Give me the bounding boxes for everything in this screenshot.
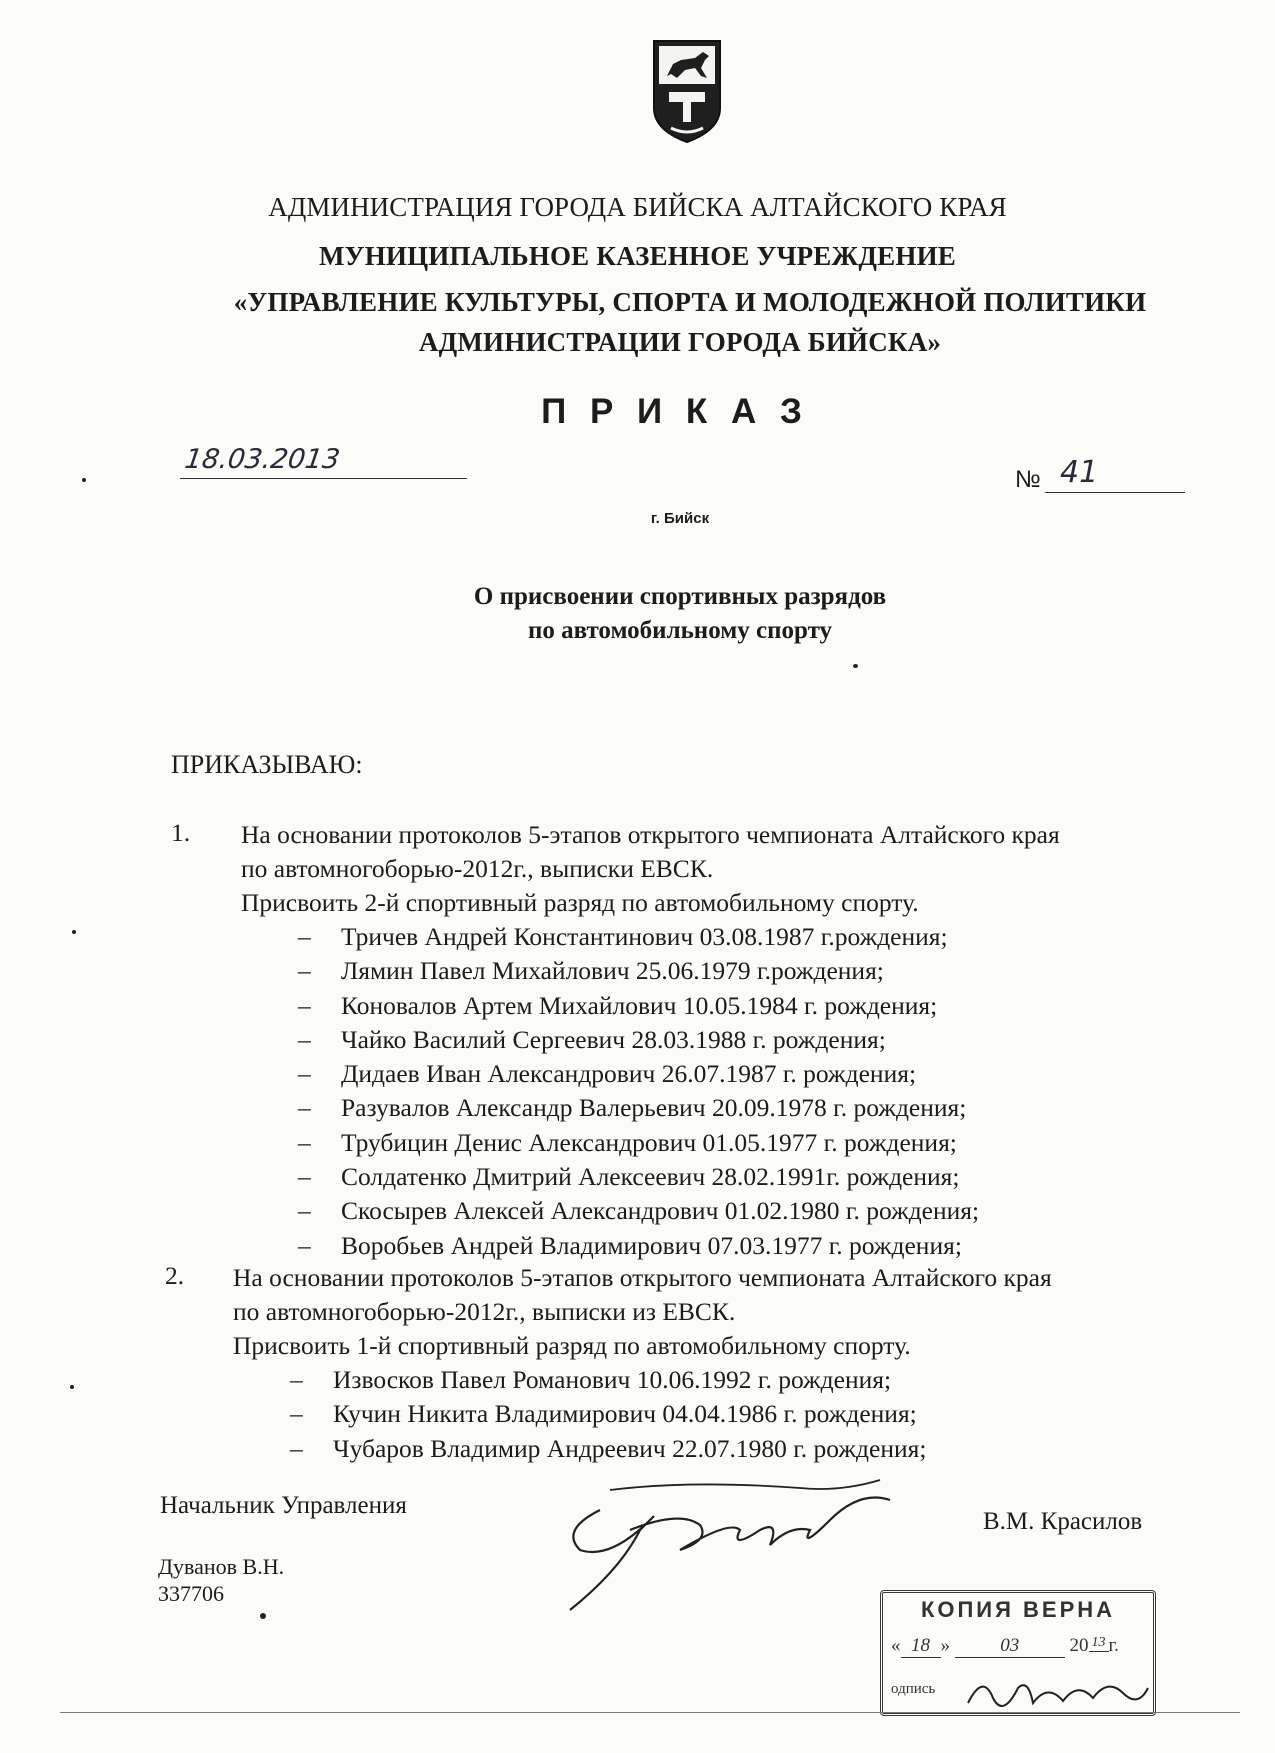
item-2-assign: Присвоить 1-й спортивный разряд по автомобильному спорту. [233,1331,911,1360]
item-2-people-list [290,1363,926,1466]
certified-copy-stamp [880,1590,1156,1716]
executor-name: Дуванов В.Н. [158,1554,285,1579]
scan-speck [70,1385,74,1389]
handwritten-date: 18.03.2013 [182,444,342,475]
orders-label: ПРИКАЗЫВАЮ: [171,750,363,779]
signer-name: В.М. Красилов [983,1508,1143,1535]
signer-position: Начальник Управления [160,1492,407,1519]
list-item: – Трубицин Денис Александрович 01.05.1977 г. рождения; [298,1126,979,1160]
list-item: – Коновалов Артем Михайлович 10.05.1984 г. рождения; [298,989,979,1023]
institution-line-2: «УПРАВЛЕНИЕ КУЛЬТУРЫ, СПОРТА И МОЛОДЕЖНОЙ ПОЛИТИКИ [233,287,1147,317]
subject-line-2: по автомобильному спорту [527,617,833,644]
stamp-month: 03 [955,1635,1065,1658]
scan-speck [82,478,86,482]
handwritten-number: 41 [1060,455,1099,490]
stamp-year-unit: г. [1108,1635,1119,1656]
number-underline [1045,492,1185,493]
institution-line-1: МУНИЦИПАЛЬНОЕ КАЗЕННОЕ УЧРЕЖДЕНИЕ [319,241,956,271]
scan-speck [72,930,76,934]
document-title: П Р И К А З [541,392,809,431]
item-1-basis [241,818,1060,920]
administration-name: АДМИНИСТРАЦИЯ ГОРОДА БИЙСКА АЛТАЙСКОГО КРАЯ [268,192,1007,222]
stamp-year-suffix: 13 [1089,1635,1109,1652]
item-1-assign: Присвоить 2-й спортивный разряд по автомобильному спорту. [241,888,919,917]
bottom-rule [60,1712,1240,1713]
item-2-number: 2. [165,1261,185,1290]
subject-line-1: О присвоении спортивных разрядов [473,583,887,610]
list-item: – Чайко Василий Сергеевич 28.03.1988 г. рождения; [298,1023,979,1057]
item-2-basis-line-1: На основании протоколов 5-этапов открытого чемпионата Алтайского края [233,1263,1052,1292]
item-1-people-list [298,920,979,1263]
number-label: № [1015,466,1041,493]
stamp-date: « 18 » 03 20 13 г. [891,1635,1119,1656]
list-item: – Воробьев Андрей Владимирович 07.03.1977 г. рождения; [298,1229,979,1263]
stamp-signature-icon [963,1663,1153,1723]
list-item: – Дидаев Иван Александрович 26.07.1987 г. рождения; [298,1057,979,1091]
city-name: г. Бийск [650,510,710,527]
scan-speck [260,1613,266,1619]
list-item: – Извосков Павел Романович 10.06.1992 г. рождения; [290,1363,926,1397]
item-1-basis-line-1: На основании протоколов 5-этапов открытого чемпионата Алтайского края [241,820,1060,849]
executor-phone: 337706 [158,1581,224,1606]
scan-speck [853,664,858,668]
list-item: – Чубаров Владимир Андреевич 22.07.1980 г. рождения; [290,1432,926,1466]
list-item: – Солдатенко Дмитрий Алексеевич 28.02.1991г. рождения; [298,1160,979,1194]
item-1-basis-line-2: по автомногоборью-2012г., выписки ЕВСК. [241,854,714,883]
list-item: – Скосырев Алексей Александрович 01.02.1980 г. рождения; [298,1194,979,1228]
institution-line-3: АДМИНИСТРАЦИИ ГОРОДА БИЙСКА» [418,327,942,357]
list-item: – Лямин Павел Михайлович 25.06.1979 г.рождения; [298,954,979,988]
executor-block [158,1553,284,1607]
stamp-signature-label: одпись [891,1681,936,1697]
date-underline [180,478,467,479]
list-item: – Разувалов Александр Валерьевич 20.09.1978 г. рождения; [298,1091,979,1125]
city-coat-of-arms-icon [651,38,723,144]
item-2-basis-line-2: по автомногоборью-2012г., выписки из ЕВСК. [233,1297,736,1326]
item-2-basis [233,1261,1052,1363]
list-item: – Тричев Андрей Константинович 03.08.1987 г.рождения; [298,920,979,954]
stamp-year-prefix: 20 [1069,1635,1089,1656]
handwritten-signature-icon [540,1470,910,1620]
list-item: – Кучин Никита Владимирович 04.04.1986 г. рождения; [290,1397,926,1431]
stamp-day: 18 [901,1635,941,1658]
stamp-title: КОПИЯ ВЕРНА [920,1597,1116,1622]
item-1-number: 1. [171,818,191,847]
